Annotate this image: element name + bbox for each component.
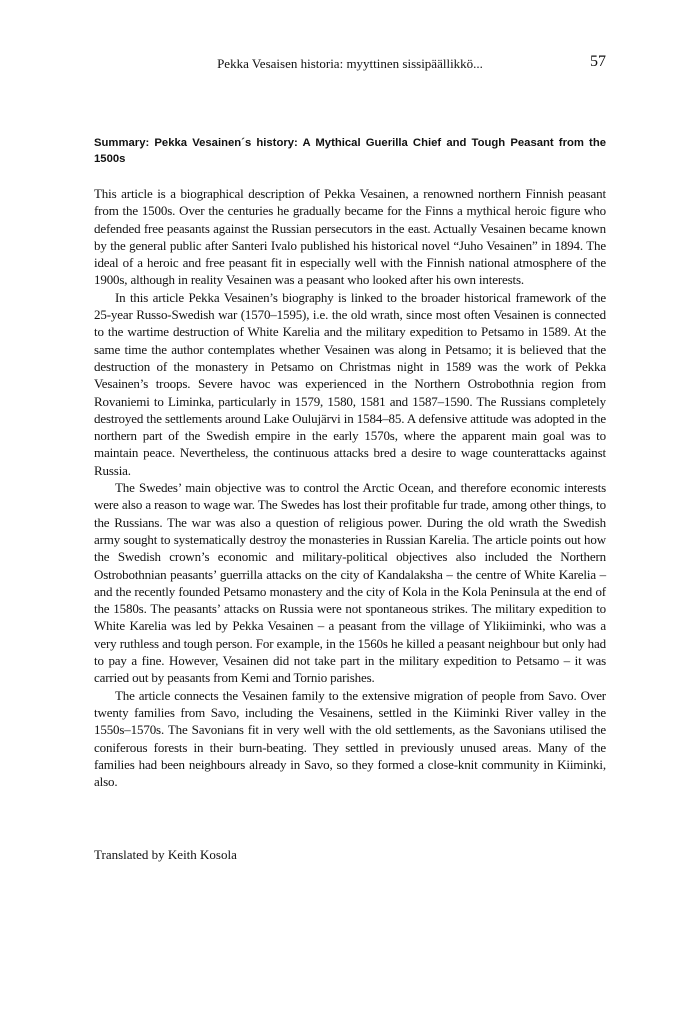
running-header [94, 55, 606, 75]
summary-paragraph-3: The Swedes’ main objective was to control the Arctic Ocean, and therefore economic interests were also a reason to wage war. The Swedes has lost their profitable fur trade, among other things, to the Russians. The war was also a question of religious power. During the old wrath the Swedish army sought to systematically destroy the monasteries in Russian Karelia. The article points out how the Swedish crown’s economic and military-political objectives also included the Northern Ostrobothnian peasants’ guerrilla attacks on the city of Kandalaksha – the centre of White Karelia – and the recently founded Petsamo monastery and the city of Kola in the Kola Peninsula at the end of the 1580s. The peasants’ attacks on Russia were not spontaneous strikes. The military expedition to White Karelia was led by Pekka Vesainen – a peasant from the village of Ylikiiminki, who was a very ruthless and tough person. For example, in the 1560s he killed a peasant neighbour but only had to pay a fine. However, Vesainen did not take part in the military expedition to Petsamo – it was carried out by peasants from Kemi and Tornio parishes. [94, 480, 606, 686]
page-number: 57 [590, 53, 606, 70]
summary-paragraph-1: This article is a biographical description of Pekka Vesainen, a renowned northern Finnish peasant from the 1500s. Over the centuries he gradually became for the Finns a mythical heroic figure who defended free peasants against the Russian persecutors in the east. Actually Vesainen became known by the general public after Santeri Ivalo published his historical novel “Juho Vesainen” in 1894. The ideal of a heroic and free peasant fit in especially well with the Finnish national atmosphere of the 1900s, although in reality Vesainen was a peasant who looked after his own interests. [94, 186, 606, 288]
summary-heading: Summary: Pekka Vesainen´s history: A Mythical Guerilla Chief and Tough Peasant from the 1500s [94, 137, 606, 165]
running-title: Pekka Vesaisen historia: myyttinen sissipäällikkö... [217, 56, 483, 71]
summary-paragraph-2: In this article Pekka Vesainen’s biography is linked to the broader historical framework of the 25-year Russo-Swedish war (1570–1595), i.e. the old wrath, since most often Vesainen is connected to the wartime destruction of White Karelia and the military expedition to Petsamo in 1589. At the same time the author contemplates whether Vesainen was along in Petsamo; it is believed that the destruction of the monastery in Petsamo on Christmas night in 1589 was the work of Pekka Vesainen’s troops. Severe havoc was experienced in the Northern Ostrobothnia region from Rovaniemi to Liminka, particularly in 1579, 1580, 1581 and 1587–1590. The Russians completely destroyed the settlements around Lake Oulujärvi in 1584–85. A defensive attitude was adopted in the northern part of the Swedish empire in the early 1570s, where the apparent main goal was to maintain peace. Nevertheless, the continuous attacks bred a desire to wage counterattacks against Russia. [94, 289, 606, 478]
summary-body [94, 185, 606, 790]
translator-credit: Translated by Keith Kosola [94, 847, 237, 862]
summary-paragraph-4: The article connects the Vesainen family to the extensive migration of people from Savo. Over twenty families from Savo, including the Vesainens, settled in the Kiiminki River valley in the 1550s–1570s. The Savonians fit in very well with the old settlements, as the Savonians utilised the coniferous forests in their burn-beating. They settled in previously unused areas. Many of the families had been neighbours already in Savo, so they formed a close-knit community in Kiiminki, also. [94, 687, 606, 790]
